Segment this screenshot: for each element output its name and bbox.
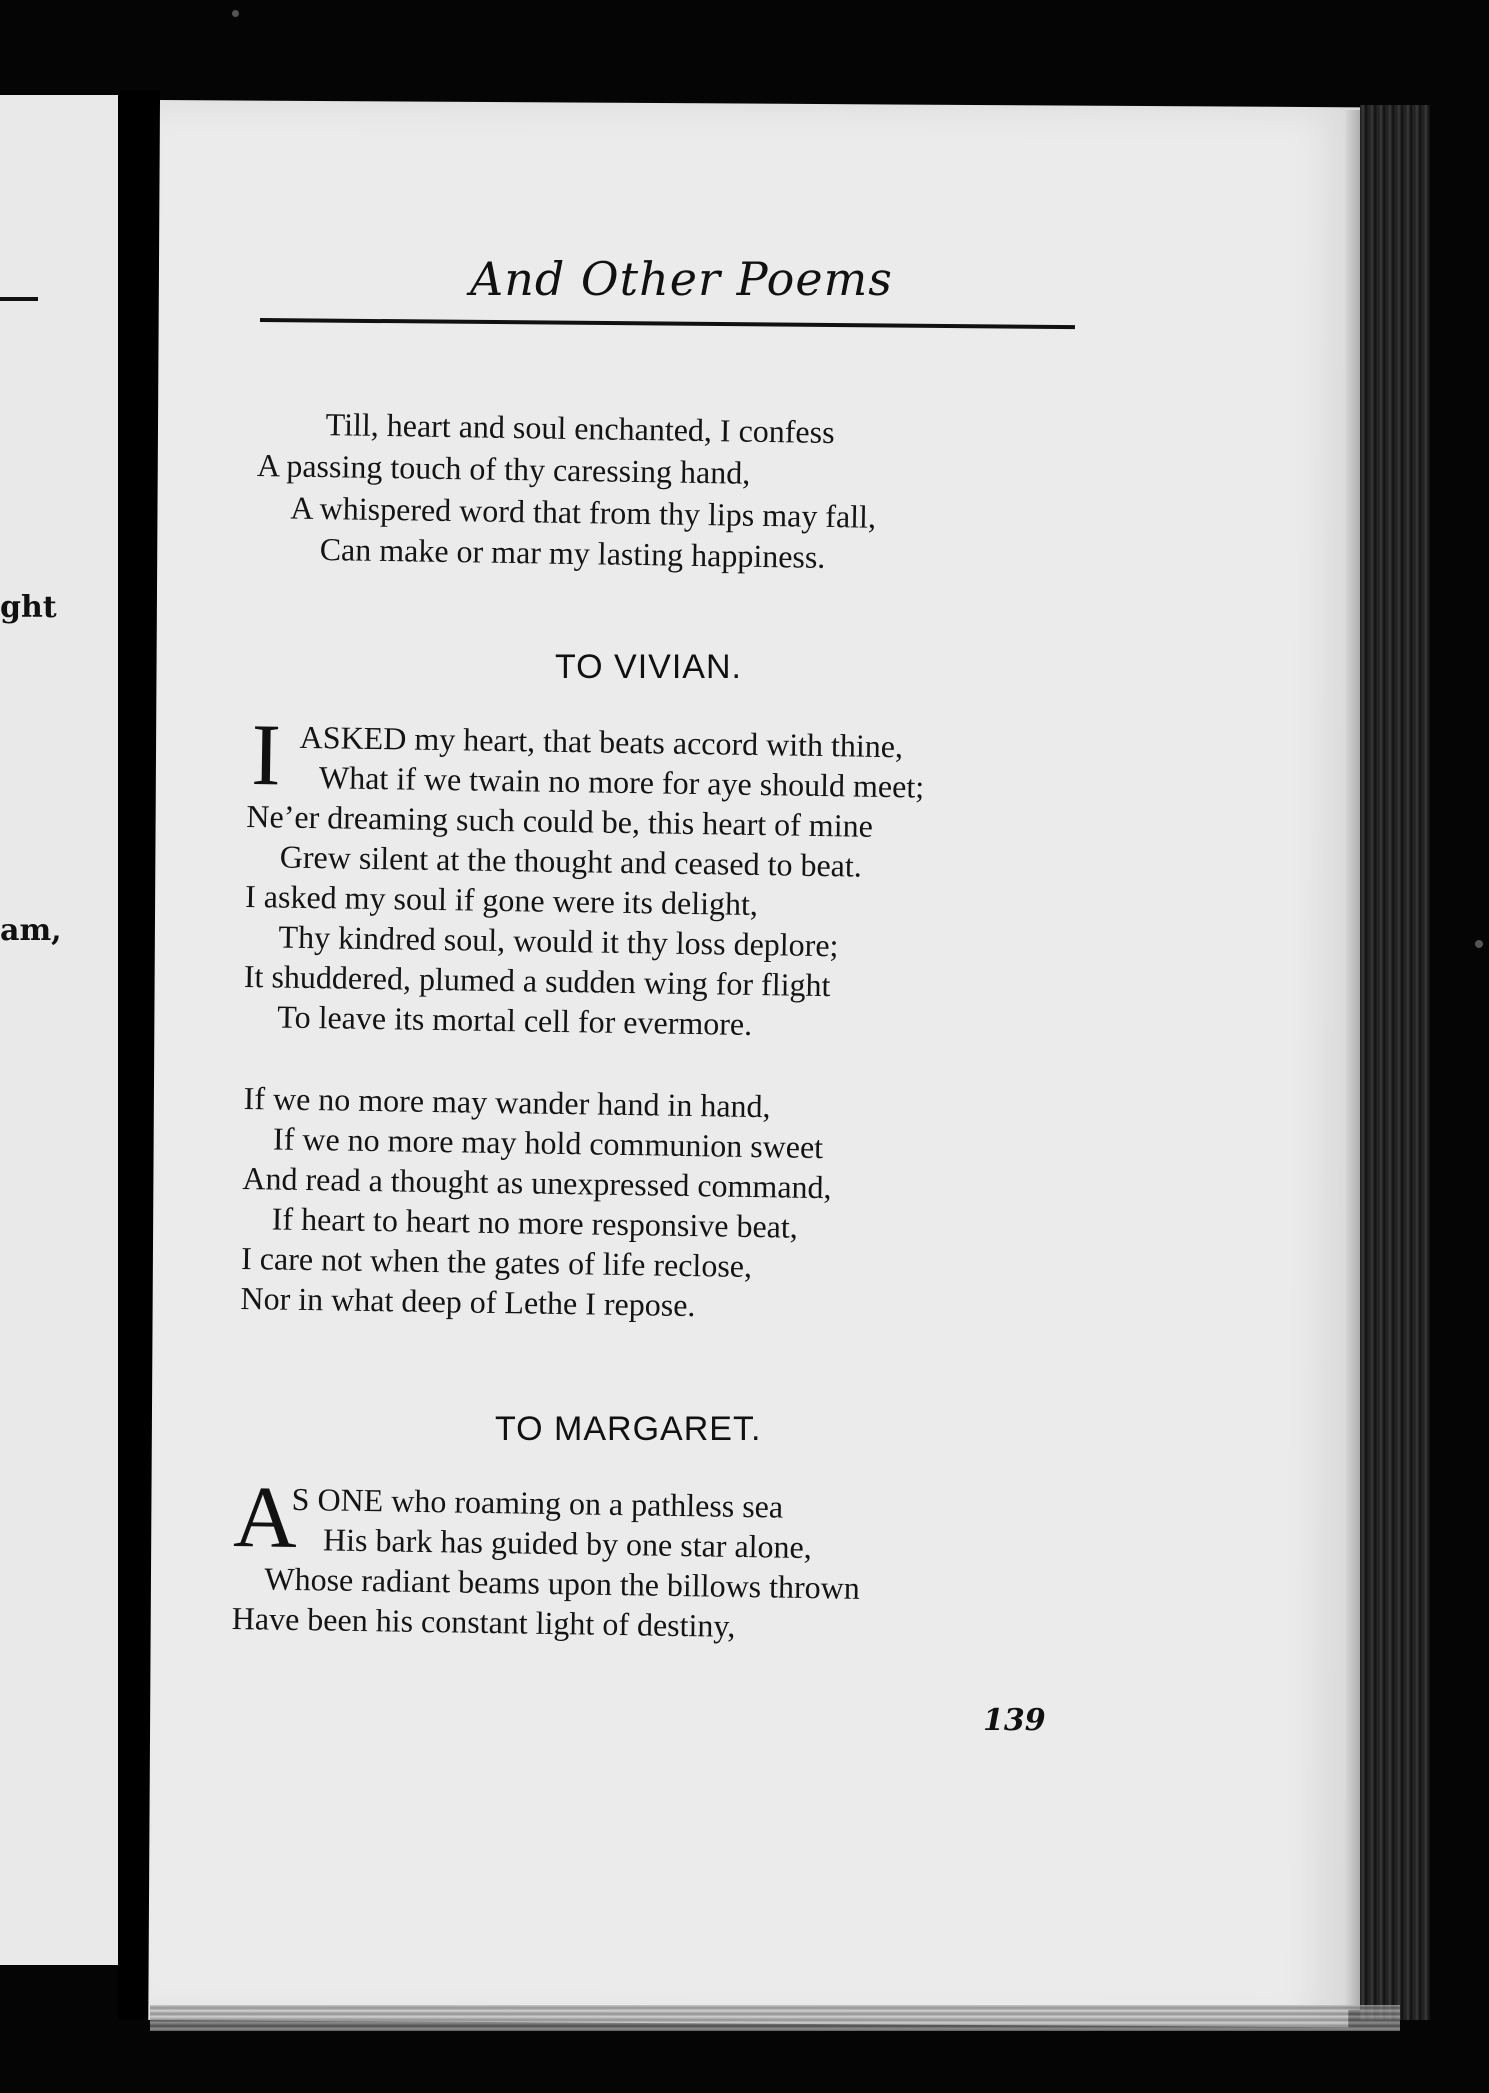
poem-title: TO MARGARET. bbox=[495, 1410, 762, 1448]
poem-line: Whose radiant beams upon the billows thrown bbox=[264, 1560, 861, 1606]
left-page-fragment: ght bbox=[0, 590, 57, 625]
right-page bbox=[148, 100, 1360, 2027]
poem-line: To leave its mortal cell for evermore. bbox=[277, 998, 753, 1042]
poem-line: I asked my soul if gone were its delight, bbox=[244, 877, 759, 923]
poem-line: A whispered word that from thy lips may fall, bbox=[290, 489, 877, 535]
poem-line: Till, heart and soul enchanted, I confess bbox=[325, 406, 835, 451]
poem-line: It shuddered, plumed a sudden wing for flight bbox=[243, 957, 831, 1004]
poem-line: Grew silent at the thought and ceased to beat. bbox=[279, 838, 863, 884]
poem-line: If we no more may wander hand in hand, bbox=[243, 1080, 771, 1125]
poem-line: A passing touch of thy caressing hand, bbox=[256, 446, 751, 491]
left-page-rule bbox=[0, 297, 38, 301]
drop-cap: A bbox=[232, 1469, 298, 1567]
poem-line: Thy kindred soul, would it thy loss deplore; bbox=[278, 918, 839, 964]
poem-line: And read a thought as unexpressed command, bbox=[242, 1159, 832, 1206]
poem-line: Ne’er dreaming such could be, this heart of mine bbox=[246, 797, 874, 844]
scan-speck bbox=[1475, 940, 1483, 948]
page-number: 139 bbox=[983, 1703, 1046, 1738]
poem-line: ASKED my heart, that beats accord with thine, bbox=[299, 718, 904, 765]
poem-line: S ONE who roaming on a pathless sea bbox=[291, 1480, 784, 1525]
page-stack-edge bbox=[1360, 105, 1430, 2020]
scan-speck bbox=[232, 10, 239, 17]
poem-line: Have been his constant light of destiny, bbox=[231, 1599, 736, 1644]
poem-line: Can make or mar my lasting happiness. bbox=[319, 530, 826, 575]
page-bottom-edge bbox=[150, 2005, 1400, 2031]
poem-line: Nor in what deep of Lethe I repose. bbox=[240, 1279, 696, 1324]
poem-title: TO VIVIAN. bbox=[555, 648, 742, 686]
poem-line: His bark has guided by one star alone, bbox=[322, 1521, 813, 1566]
poem-line: What if we twain no more for aye should meet; bbox=[318, 759, 925, 805]
poem-line: If we no more may hold communion sweet bbox=[272, 1120, 824, 1166]
drop-cap: I bbox=[250, 707, 282, 805]
poem-line: If heart to heart no more responsive beat, bbox=[271, 1200, 799, 1245]
running-head: And Other Poems bbox=[470, 252, 893, 306]
poem-line: I care not when the gates of life reclose, bbox=[240, 1239, 753, 1285]
left-page-fragment: am, bbox=[0, 913, 62, 948]
